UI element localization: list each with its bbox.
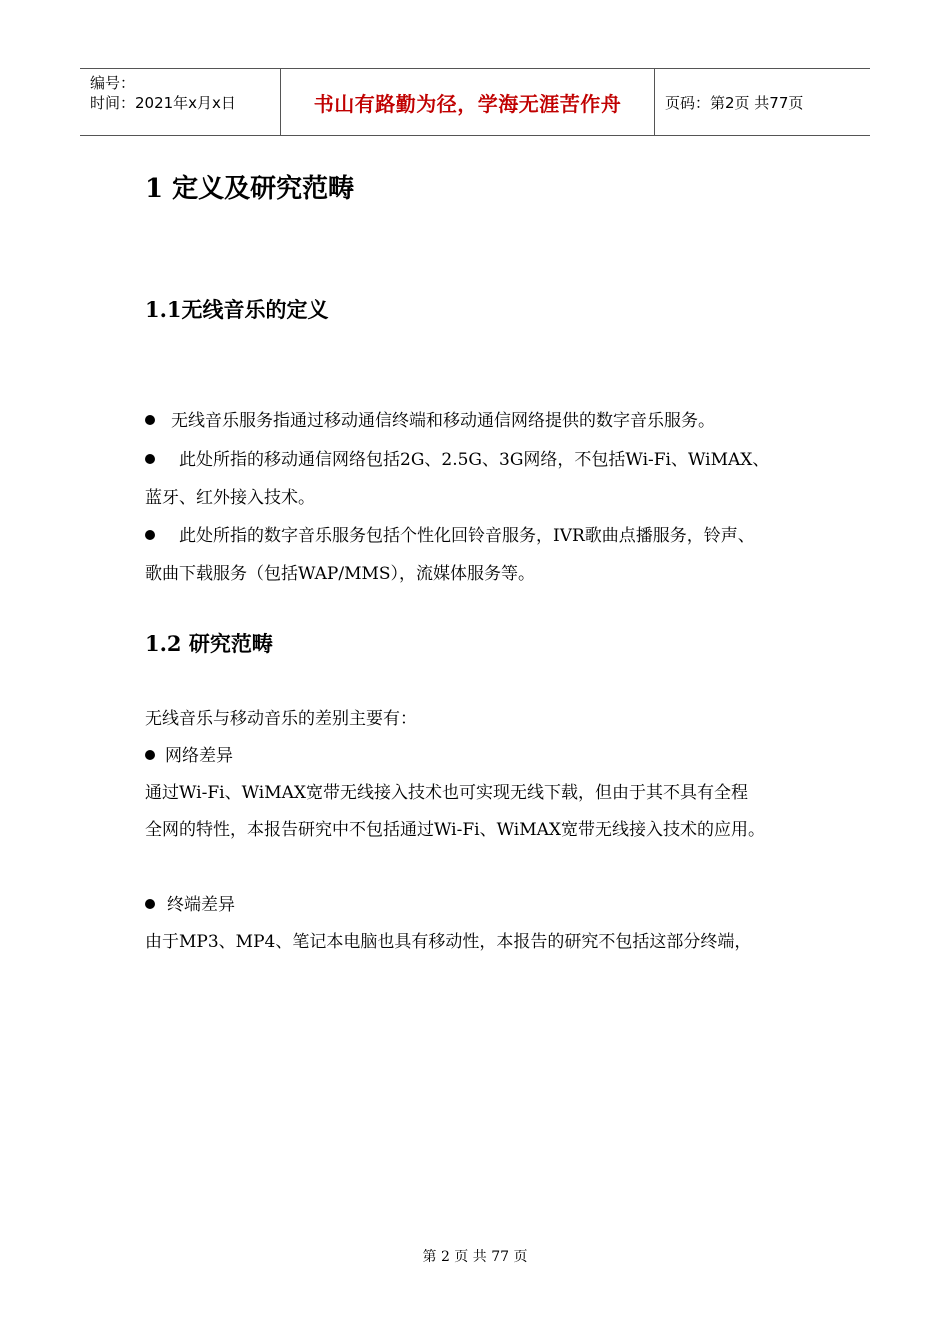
bullet-text: 终端差异 bbox=[167, 895, 235, 915]
bullet-text: 此处所指的移动通信网络包括2G、2.5G、3G网络，不包括Wi-Fi、WiMAX、 bbox=[179, 450, 770, 470]
bullet-continuation: 歌曲下载服务（包括WAP/MMS），流媒体服务等。 bbox=[145, 564, 536, 584]
bullet-text: 此处所指的数字音乐服务包括个性化回铃音服务，IVR歌曲点播服务，铃声、 bbox=[179, 526, 755, 546]
page-header-table bbox=[80, 68, 870, 136]
intro-paragraph: 无线音乐与移动音乐的差别主要有： bbox=[145, 709, 417, 729]
section-1-title: 1 定义及研究范畴 bbox=[145, 174, 355, 204]
bullet-dot-icon bbox=[145, 415, 155, 425]
bullet-dot-icon bbox=[145, 899, 155, 909]
bullet-item bbox=[145, 524, 755, 548]
page-footer: 第 2 页 共 77 页 bbox=[422, 1249, 528, 1265]
bullet-dot-icon bbox=[145, 530, 155, 540]
bullet-item bbox=[145, 448, 769, 472]
bullet-dot-icon bbox=[145, 454, 155, 464]
bullet-item bbox=[145, 744, 233, 768]
network-paragraph-line: 全网的特性，本报告研究中不包括通过Wi-Fi、WiMAX宽带无线接入技术的应用。 bbox=[145, 820, 765, 840]
terminal-paragraph-line: 由于MP3、MP4、笔记本电脑也具有移动性，本报告的研究不包括这部分终端， bbox=[145, 932, 752, 952]
bullet-item bbox=[145, 409, 715, 433]
header-meta-cell bbox=[80, 69, 281, 135]
bullet-item bbox=[145, 893, 235, 917]
date-label: 时间：2021年x月x日 bbox=[90, 94, 236, 112]
bullet-continuation: 蓝牙、红外接入技术。 bbox=[145, 488, 315, 508]
bullet-text: 无线音乐服务指通过移动通信终端和移动通信网络提供的数字音乐服务。 bbox=[171, 411, 715, 431]
header-page-info: 页码：第2页 共77页 bbox=[665, 93, 804, 112]
header-motto-cell bbox=[281, 69, 655, 135]
serial-label: 编号： bbox=[90, 74, 136, 92]
network-paragraph-line: 通过Wi-Fi、WiMAX宽带无线接入技术也可实现无线下载，但由于其不具有全程 bbox=[145, 783, 748, 803]
bullet-dot-icon bbox=[145, 750, 155, 760]
section-1-2-title: 1.2 研究范畴 bbox=[145, 631, 273, 656]
bullet-text: 网络差异 bbox=[165, 746, 233, 766]
header-motto: 书山有路勤为径，学海无涯苦作舟 bbox=[313, 91, 622, 116]
section-1-1-title: 1.1无线音乐的定义 bbox=[145, 297, 329, 322]
header-page-cell bbox=[655, 69, 870, 135]
